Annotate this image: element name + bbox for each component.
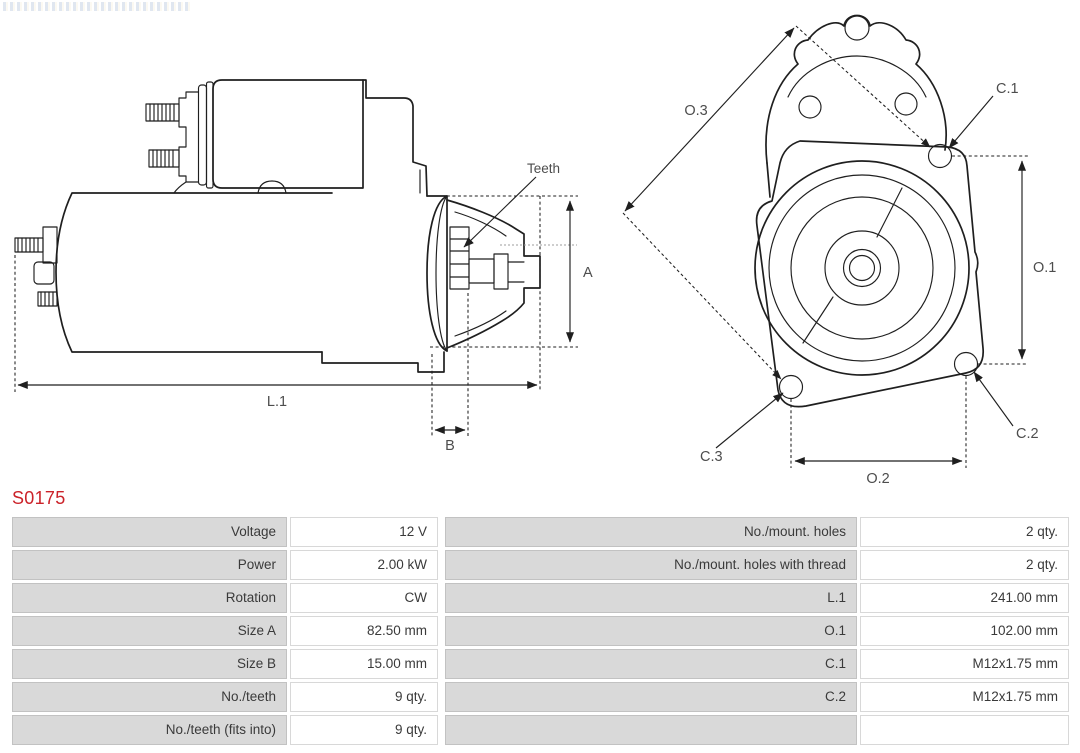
part-number: S0175 — [12, 488, 66, 508]
dimension-b — [432, 293, 468, 454]
dimension-o2 — [791, 376, 966, 487]
spec-label-left: Rotation — [12, 583, 287, 613]
terminal-stud-lower — [149, 150, 179, 167]
solenoid-front-outline — [766, 16, 946, 198]
spec-table — [12, 517, 1069, 748]
spec-label-left: Voltage — [12, 517, 287, 547]
dim-label-c1: C.1 — [996, 81, 1019, 97]
spec-value-right: 2 qty. — [860, 517, 1069, 547]
spec-table-row — [12, 715, 1069, 745]
spec-label-right: No./mount. holes with thread — [445, 550, 857, 580]
dimension-a — [430, 196, 593, 347]
spec-table-row — [12, 550, 1069, 580]
spec-value-left: 12 V — [290, 517, 438, 547]
spec-label-right: O.1 — [445, 616, 857, 646]
mounting-flange — [757, 141, 984, 407]
solenoid-left-hole — [799, 96, 821, 118]
mount-hole-c3 — [780, 376, 803, 399]
spec-value-left: 15.00 mm — [290, 649, 438, 679]
solenoid-right-hole — [895, 93, 917, 115]
spec-table-row — [12, 517, 1069, 547]
dim-label-c2: C.2 — [1016, 426, 1039, 442]
spec-value-right — [860, 715, 1069, 745]
pinion-shaft — [469, 259, 494, 283]
spec-value-left: 2.00 kW — [290, 550, 438, 580]
callout-c1 — [949, 81, 1019, 148]
shaft-collar — [494, 254, 508, 289]
drive-end-housing — [427, 196, 540, 351]
spec-value-right: M12x1.75 mm — [860, 649, 1069, 679]
spec-value-left: CW — [290, 583, 438, 613]
teeth-label: Teeth — [527, 161, 561, 176]
spec-value-right: M12x1.75 mm — [860, 682, 1069, 712]
mount-hole-c1 — [929, 145, 952, 168]
spec-label-right: L.1 — [445, 583, 857, 613]
spec-value-left: 9 qty. — [290, 682, 438, 712]
spec-table-row — [12, 616, 1069, 646]
spec-label-right — [445, 715, 857, 745]
solenoid-top-hole — [845, 16, 869, 40]
solenoid — [146, 80, 363, 193]
dim-label-b: B — [445, 438, 455, 454]
spec-label-left: No./teeth — [12, 682, 287, 712]
spec-label-left: Power — [12, 550, 287, 580]
teeth-callout — [464, 161, 560, 247]
dim-label-o2: O.2 — [866, 471, 890, 487]
spec-table-row — [12, 682, 1069, 712]
dimension-o1 — [952, 156, 1056, 364]
terminal-stud-upper — [146, 104, 179, 121]
dimension-l1 — [15, 196, 540, 410]
spec-label-left: Size A — [12, 616, 287, 646]
spec-label-right: C.1 — [445, 649, 857, 679]
gear-housing-circles — [755, 161, 969, 375]
spec-value-right: 241.00 mm — [860, 583, 1069, 613]
spec-label-right: C.2 — [445, 682, 857, 712]
side-view-drawing — [15, 80, 593, 454]
spec-label-right: No./mount. holes — [445, 517, 857, 547]
spec-value-right: 102.00 mm — [860, 616, 1069, 646]
spec-table-row — [12, 583, 1069, 613]
dim-label-a: A — [583, 265, 593, 281]
spec-table-row — [12, 649, 1069, 679]
rear-stud — [15, 227, 57, 306]
dim-label-l1: L.1 — [266, 394, 288, 410]
front-view-drawing — [623, 16, 1056, 488]
dim-label-o1: O.1 — [1033, 260, 1057, 276]
callout-c2 — [974, 372, 1039, 442]
spec-value-left: 82.50 mm — [290, 616, 438, 646]
dim-label-o3: O.3 — [684, 103, 708, 119]
spec-label-left: No./teeth (fits into) — [12, 715, 287, 745]
dim-label-c3: C.3 — [700, 449, 723, 465]
spec-label-left: Size B — [12, 649, 287, 679]
spec-value-left: 9 qty. — [290, 715, 438, 745]
callout-c3 — [700, 393, 783, 465]
spec-value-right: 2 qty. — [860, 550, 1069, 580]
pinion-gear — [450, 227, 469, 289]
